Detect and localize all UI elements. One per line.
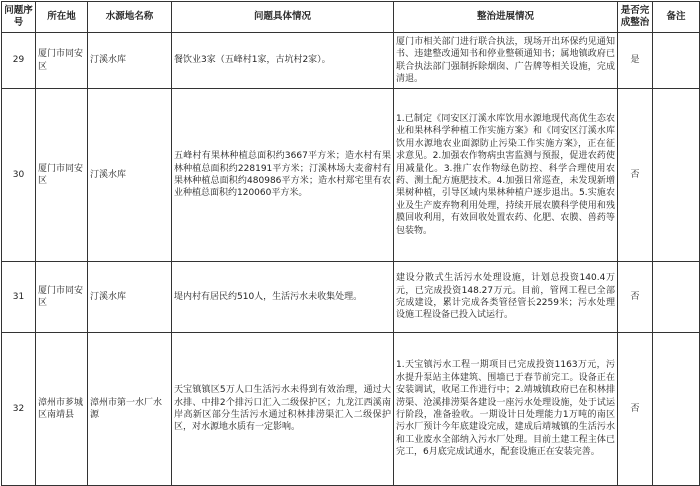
table-row xyxy=(2,262,700,333)
cell-num: 30 xyxy=(2,89,36,262)
header-note: 备注 xyxy=(653,2,700,33)
cell-completed: 是 xyxy=(618,33,653,89)
header-source: 水源地名称 xyxy=(88,2,172,33)
cell-location: 厦门市同安区 xyxy=(36,262,88,333)
cell-completed: 否 xyxy=(618,333,653,486)
cell-location: 漳州市芗城区南靖县 xyxy=(36,333,88,486)
cell-progress: 建设分散式生活污水处理设施，计划总投资140.4万元，已完成投资148.27万元。目前，管网工程已全部完成建设，累计完成各类管径管长2259米；污水处理设施工程设备已投入试运行。 xyxy=(394,262,618,333)
cell-progress: 厦门市相关部门进行联合执法，现场开出环保约见通知书、违建整改通知书和停业整顿通知书；属地镇政府已联合执法部门强制拆除烟囱、广告牌等相关设施，完成清退。 xyxy=(394,33,618,89)
cell-num: 29 xyxy=(2,33,36,89)
cell-source: 汀溪水库 xyxy=(88,33,172,89)
cell-description: 五峰村有果林种植总面积约3667平方米；造水村有果林种植总面积约228191平方米；汀溪林场大麦畲村有果林种植总面积约480986平方米；造水村郑宅里有农业种植总面积约120060平方米。 xyxy=(172,89,394,262)
cell-completed: 否 xyxy=(618,262,653,333)
cell-source: 漳州市第一水厂水源 xyxy=(88,333,172,486)
cell-progress: 1.天宝镇污水工程一期项目已完成投资1163万元，污水提升泵站主体建筑、围墙已于春节前完工。设备正在安装调试，收尾工作进行中；2.靖城镇政府已在积林排涝渠、沧溪排涝渠各建设一座污水处理设施，处于试运行阶段，准备验收。一期设计日处理能力1万吨的南区污水厂预计今年底建设完成，建成后靖城镇的生活污水和工业废水全部纳入污水厂处理。目前土建工程主体已完工，6月底完成试通水，配套设施正在安装完善。 xyxy=(394,333,618,486)
header-num: 问题序号 xyxy=(2,2,36,33)
cell-num: 32 xyxy=(2,333,36,486)
cell-progress: 1.已制定《同安区汀溪水库饮用水源地现代高优生态农业和果林科学种植工作实施方案》和《同安区汀溪水库饮用水源地农业面源防止污染工作实施方案》，正在征求意见。2.加强农作物病虫害监测与预报，促进农药使用减量化。3.推广农作物绿色防控、科学合理使用农药、测土配方施肥技术。4.加强日常巡查，未发现新增果树种植，引导区域内果林种植户逐步退出。5.实施农业及生产废弃物利用处理，持续开展农膜科学使用和残膜回收利用，有效回收处置农药、化肥、农膜、兽药等包装物。 xyxy=(394,89,618,262)
rectification-table xyxy=(1,1,700,486)
header-description: 问题具体情况 xyxy=(172,2,394,33)
header-progress: 整治进展情况 xyxy=(394,2,618,33)
table-row xyxy=(2,33,700,89)
cell-num: 31 xyxy=(2,262,36,333)
header-completed: 是否完成整治 xyxy=(618,2,653,33)
cell-source: 汀溪水库 xyxy=(88,89,172,262)
cell-note xyxy=(653,262,700,333)
cell-note xyxy=(653,333,700,486)
cell-description: 堤内村有居民约510人，生活污水未收集处理。 xyxy=(172,262,394,333)
cell-location: 厦门市同安区 xyxy=(36,89,88,262)
cell-note xyxy=(653,89,700,262)
cell-source: 汀溪水库 xyxy=(88,262,172,333)
header-location: 所在地 xyxy=(36,2,88,33)
cell-note xyxy=(653,33,700,89)
cell-description: 餐饮业3家（五峰村1家，古坑村2家）。 xyxy=(172,33,394,89)
table-row xyxy=(2,333,700,486)
cell-description: 天宝镇镇区5万人口生活污水未得到有效治理，通过大水排、中排2个排污口汇入二级保护区；九龙江西溪南岸高新区部分生活污水通过积林排涝渠汇入二级保护区，对水源地水质有一定影响。 xyxy=(172,333,394,486)
table-row xyxy=(2,89,700,262)
cell-location: 厦门市同安区 xyxy=(36,33,88,89)
header-row xyxy=(2,2,700,33)
cell-completed: 否 xyxy=(618,89,653,262)
